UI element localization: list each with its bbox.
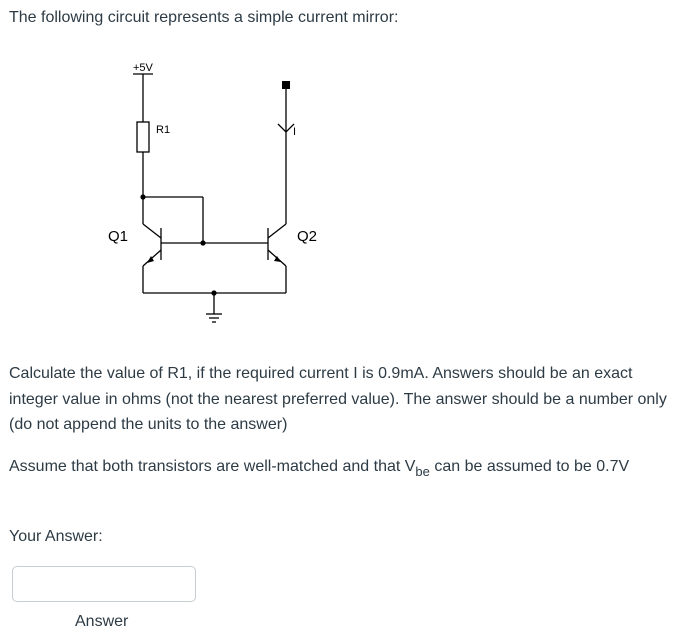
supply-label: +5V <box>133 62 153 74</box>
q1-collector <box>143 224 161 238</box>
your-answer-label: Your Answer: <box>9 528 103 545</box>
junction-dot <box>211 290 216 295</box>
r1-label: R1 <box>156 124 171 136</box>
q2-collector <box>268 224 286 238</box>
resistor-r1 <box>137 122 149 152</box>
question-paragraph-1: Calculate the value of R1, if the required current I is 0.9mA. Answers should be an exact integer value in ohms (not the nearest preferred value). The answer should be a number only (do not append the units to the answer) <box>9 365 667 433</box>
current-label: I <box>293 126 297 138</box>
vbe-text-pre: Assume that both transistors are well-matched and that V <box>9 458 416 475</box>
vbe-text-post: can be assumed to be 0.7V <box>429 458 630 475</box>
q1-label: Q1 <box>108 228 129 245</box>
vbe-subscript: be <box>415 464 430 479</box>
junction-dot <box>200 240 205 245</box>
q2-label: Q2 <box>297 228 318 245</box>
answer-caption: Answer <box>75 613 129 630</box>
answer-input[interactable] <box>12 566 196 602</box>
question-paragraph-2 <box>9 454 679 480</box>
output-terminal <box>282 81 290 89</box>
junction-dot <box>140 194 145 199</box>
question-intro: The following circuit represents a simple current mirror: <box>9 9 399 26</box>
